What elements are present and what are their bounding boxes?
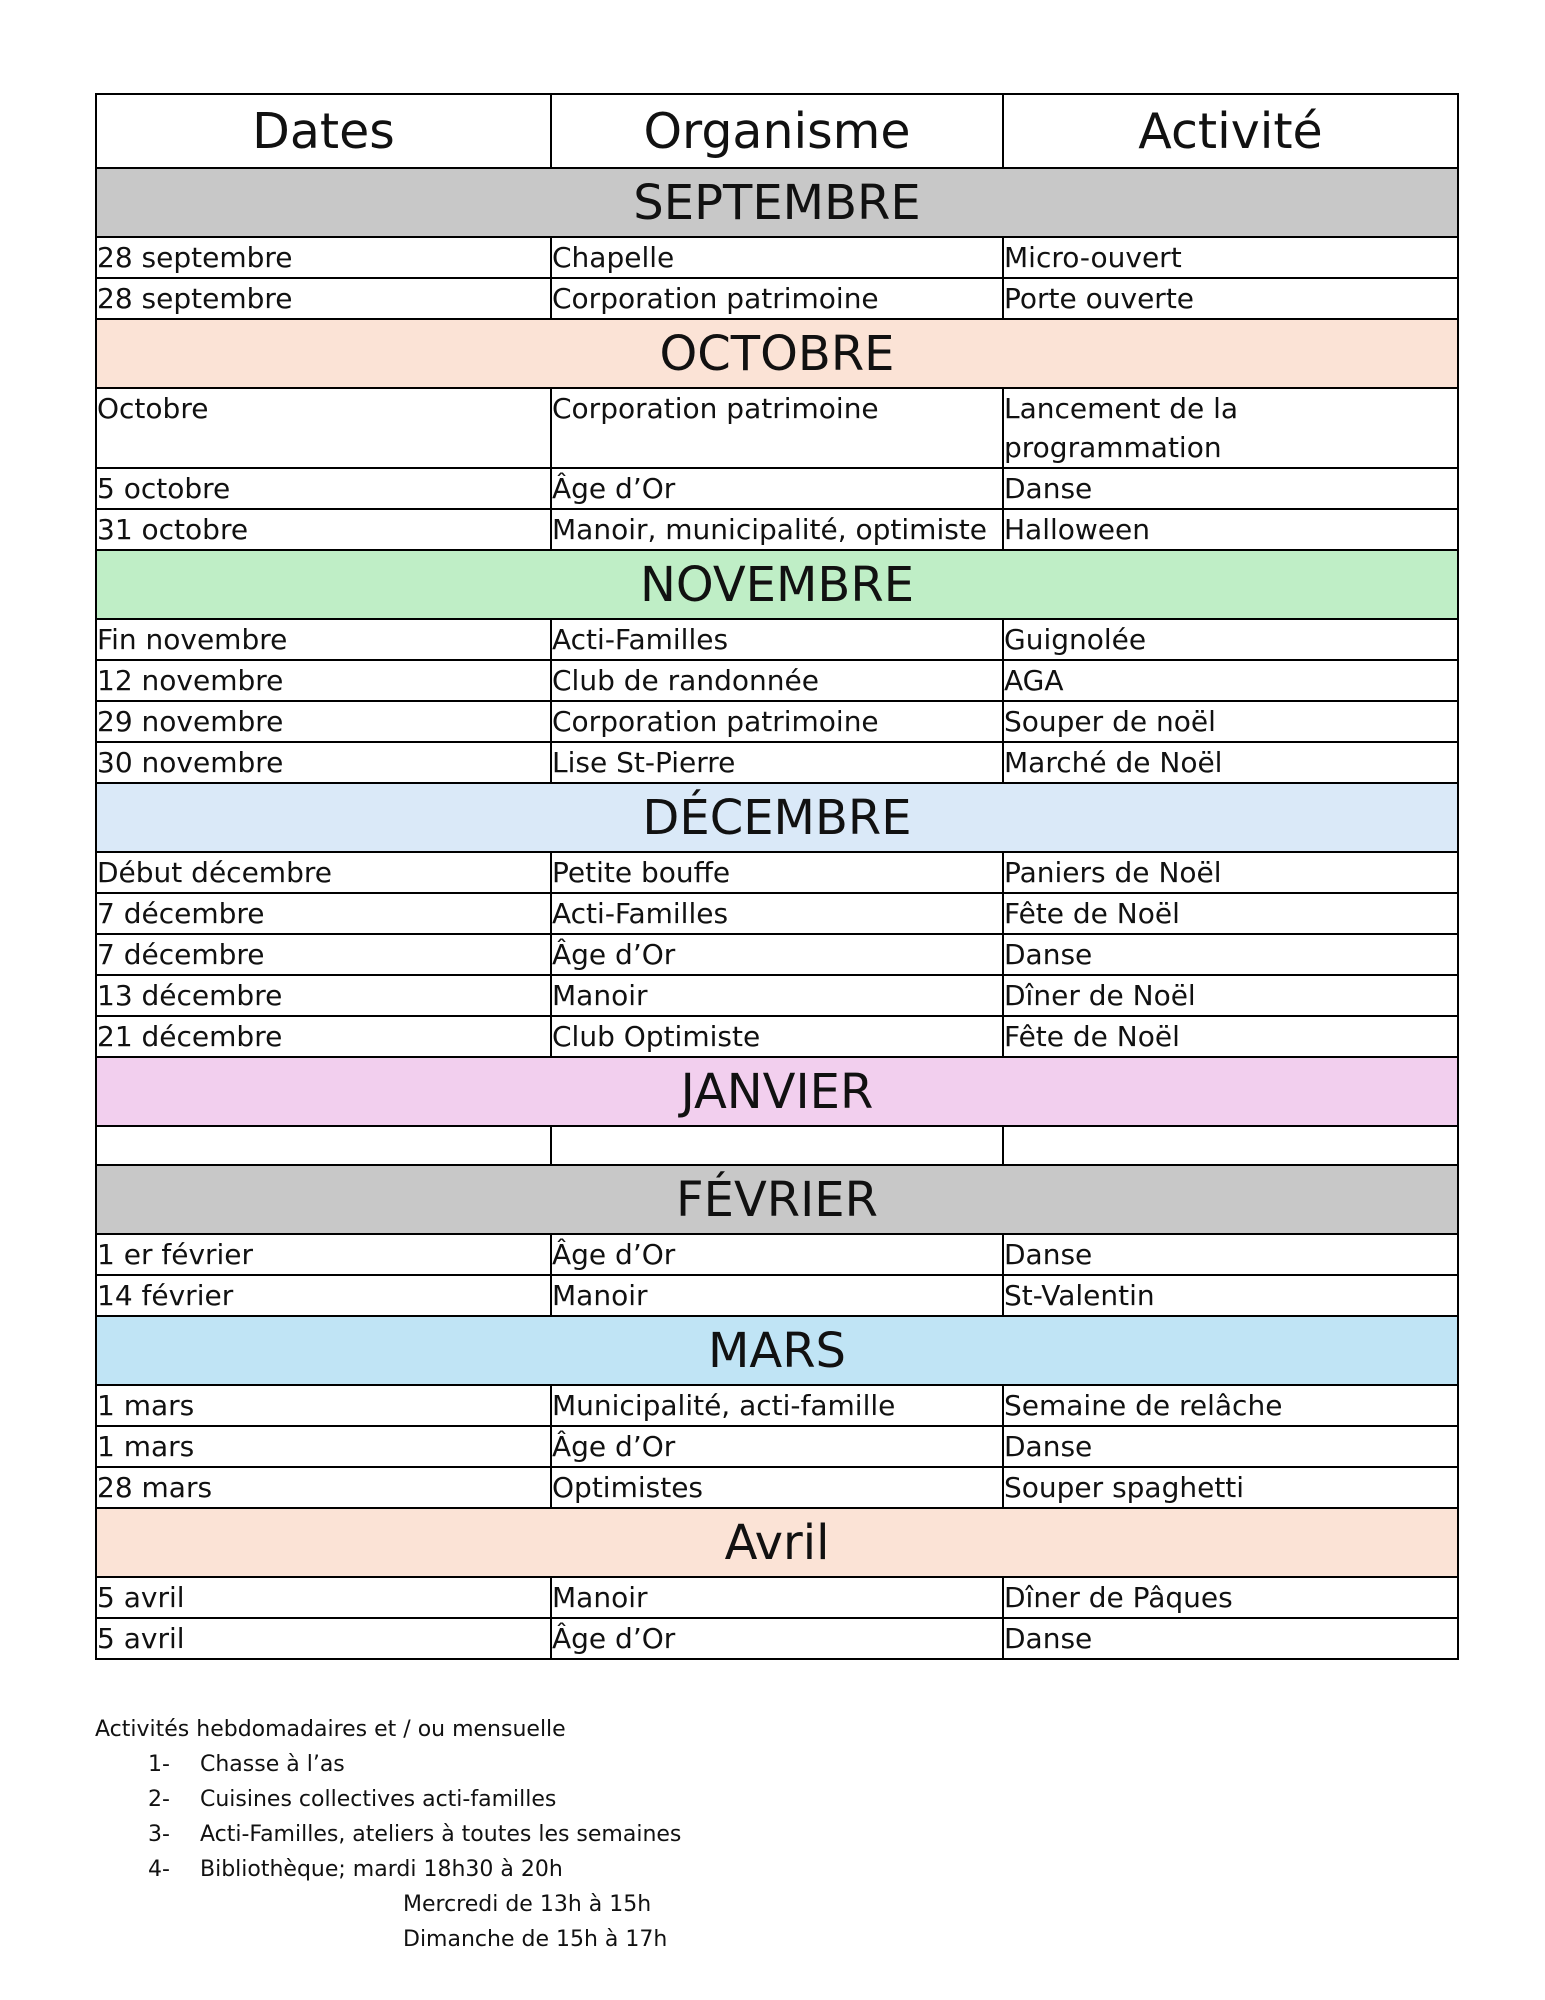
month-heading-septembre: SEPTEMBRE — [96, 168, 1458, 237]
notes-intro: Activités hebdomadaires et / ou mensuelle — [95, 1717, 566, 1742]
cell-date: 5 avril — [96, 1577, 551, 1618]
cell-organisme: Club de randonnée — [551, 660, 1003, 701]
table-row — [96, 701, 1458, 742]
table-row — [96, 1577, 1458, 1618]
cell-date: 21 décembre — [96, 1016, 551, 1057]
month-heading-janvier: JANVIER — [96, 1057, 1458, 1126]
table-row — [96, 1385, 1458, 1426]
cell-date: 5 octobre — [96, 468, 551, 509]
cell-organisme: Âge d’Or — [551, 1234, 1003, 1275]
month-heading-fevrier: FÉVRIER — [96, 1165, 1458, 1234]
month-heading-novembre: NOVEMBRE — [96, 550, 1458, 619]
table-header-row — [96, 94, 1458, 168]
library-hours-wednesday: Mercredi de 13h à 15h — [403, 1892, 652, 1917]
cell-activite: Fête de Noël — [1003, 893, 1458, 934]
list-item — [95, 1782, 895, 1817]
cell-organisme: Manoir — [551, 975, 1003, 1016]
cell-organisme: Chapelle — [551, 237, 1003, 278]
table-row — [96, 388, 1458, 468]
list-item — [95, 1852, 895, 1887]
month-row — [96, 1165, 1458, 1234]
table-row — [96, 1234, 1458, 1275]
month-row — [96, 783, 1458, 852]
cell-organisme: Corporation patrimoine — [551, 701, 1003, 742]
list-item-text: Cuisines collectives acti-familles — [200, 1787, 557, 1812]
cell-organisme: Âge d’Or — [551, 1618, 1003, 1659]
cell-activite: Souper spaghetti — [1003, 1467, 1458, 1508]
month-heading-decembre: DÉCEMBRE — [96, 783, 1458, 852]
cell-organisme: Acti-Familles — [551, 893, 1003, 934]
table-row — [96, 619, 1458, 660]
month-row — [96, 1057, 1458, 1126]
cell-activite: Halloween — [1003, 509, 1458, 550]
cell-activite: Marché de Noël — [1003, 742, 1458, 783]
table-row — [96, 1618, 1458, 1659]
weekly-activities-notes — [95, 1712, 895, 1957]
list-item-number: 1- — [148, 1752, 170, 1777]
cell-organisme: Lise St-Pierre — [551, 742, 1003, 783]
cell-organisme: Club Optimiste — [551, 1016, 1003, 1057]
header-activite: Activité — [1003, 94, 1458, 168]
table-row — [96, 237, 1458, 278]
cell-activite: AGA — [1003, 660, 1458, 701]
cell-activite: Fête de Noël — [1003, 1016, 1458, 1057]
cell-activite — [1003, 1126, 1458, 1165]
cell-organisme: Âge d’Or — [551, 934, 1003, 975]
cell-organisme: Optimistes — [551, 1467, 1003, 1508]
month-heading-mars: MARS — [96, 1316, 1458, 1385]
cell-activite: Souper de noël — [1003, 701, 1458, 742]
cell-date: 28 septembre — [96, 237, 551, 278]
cell-date: Octobre — [96, 388, 551, 468]
cell-activite: Lancement de la programmation — [1003, 388, 1458, 468]
cell-activite: Dîner de Noël — [1003, 975, 1458, 1016]
cell-activite: Danse — [1003, 1234, 1458, 1275]
cell-organisme: Corporation patrimoine — [551, 278, 1003, 319]
cell-activite: Dîner de Pâques — [1003, 1577, 1458, 1618]
cell-date: 1 mars — [96, 1426, 551, 1467]
cell-activite: Danse — [1003, 468, 1458, 509]
cell-date: 30 novembre — [96, 742, 551, 783]
cell-activite: Micro-ouvert — [1003, 237, 1458, 278]
cell-date — [96, 1126, 551, 1165]
cell-date: Début décembre — [96, 852, 551, 893]
cell-activite: Paniers de Noël — [1003, 852, 1458, 893]
cell-organisme: Acti-Familles — [551, 619, 1003, 660]
header-dates: Dates — [96, 94, 551, 168]
table-row — [96, 934, 1458, 975]
notes-list — [95, 1747, 895, 1887]
table-row — [96, 1126, 1458, 1165]
month-row — [96, 168, 1458, 237]
table-row — [96, 468, 1458, 509]
cell-date: 28 septembre — [96, 278, 551, 319]
list-item-number: 3- — [148, 1822, 170, 1847]
cell-date: 1 er février — [96, 1234, 551, 1275]
list-item — [95, 1817, 895, 1852]
cell-date: 29 novembre — [96, 701, 551, 742]
month-row — [96, 1316, 1458, 1385]
list-item-number: 2- — [148, 1787, 170, 1812]
activity-schedule-table — [95, 93, 1459, 1660]
month-row — [96, 550, 1458, 619]
cell-date: 14 février — [96, 1275, 551, 1316]
table-row — [96, 893, 1458, 934]
table-row — [96, 1275, 1458, 1316]
table-row — [96, 660, 1458, 701]
cell-organisme — [551, 1126, 1003, 1165]
table-row — [96, 742, 1458, 783]
library-hours-sunday: Dimanche de 15h à 17h — [403, 1927, 668, 1952]
cell-date: 31 octobre — [96, 509, 551, 550]
cell-date: 1 mars — [96, 1385, 551, 1426]
cell-organisme: Petite bouffe — [551, 852, 1003, 893]
cell-organisme: Âge d’Or — [551, 468, 1003, 509]
table-row — [96, 278, 1458, 319]
cell-activite: Porte ouverte — [1003, 278, 1458, 319]
cell-organisme: Manoir, municipalité, optimiste — [551, 509, 1003, 550]
cell-activite: St-Valentin — [1003, 1275, 1458, 1316]
list-item-text: Bibliothèque; mardi 18h30 à 20h — [200, 1857, 563, 1882]
cell-activite: Semaine de relâche — [1003, 1385, 1458, 1426]
list-item-text: Chasse à l’as — [200, 1752, 345, 1777]
cell-date: 12 novembre — [96, 660, 551, 701]
table-row — [96, 509, 1458, 550]
month-heading-octobre: OCTOBRE — [96, 319, 1458, 388]
cell-activite: Guignolée — [1003, 619, 1458, 660]
month-row — [96, 1508, 1458, 1577]
list-item — [95, 1747, 895, 1782]
cell-date: 13 décembre — [96, 975, 551, 1016]
cell-organisme: Municipalité, acti-famille — [551, 1385, 1003, 1426]
cell-activite: Danse — [1003, 934, 1458, 975]
cell-organisme: Manoir — [551, 1275, 1003, 1316]
cell-date: Fin novembre — [96, 619, 551, 660]
cell-organisme: Manoir — [551, 1577, 1003, 1618]
table-row — [96, 852, 1458, 893]
header-organisme: Organisme — [551, 94, 1003, 168]
cell-organisme: Âge d’Or — [551, 1426, 1003, 1467]
cell-activite: Danse — [1003, 1618, 1458, 1659]
list-item-number: 4- — [148, 1857, 170, 1882]
month-row — [96, 319, 1458, 388]
list-item-text: Acti-Familles, ateliers à toutes les semaines — [200, 1822, 682, 1847]
cell-organisme: Corporation patrimoine — [551, 388, 1003, 468]
cell-date: 7 décembre — [96, 934, 551, 975]
cell-activite: Danse — [1003, 1426, 1458, 1467]
month-heading-avril: Avril — [96, 1508, 1458, 1577]
cell-date: 5 avril — [96, 1618, 551, 1659]
table-row — [96, 1426, 1458, 1467]
table-row — [96, 1467, 1458, 1508]
table-row — [96, 975, 1458, 1016]
cell-date: 7 décembre — [96, 893, 551, 934]
cell-date: 28 mars — [96, 1467, 551, 1508]
table-row — [96, 1016, 1458, 1057]
